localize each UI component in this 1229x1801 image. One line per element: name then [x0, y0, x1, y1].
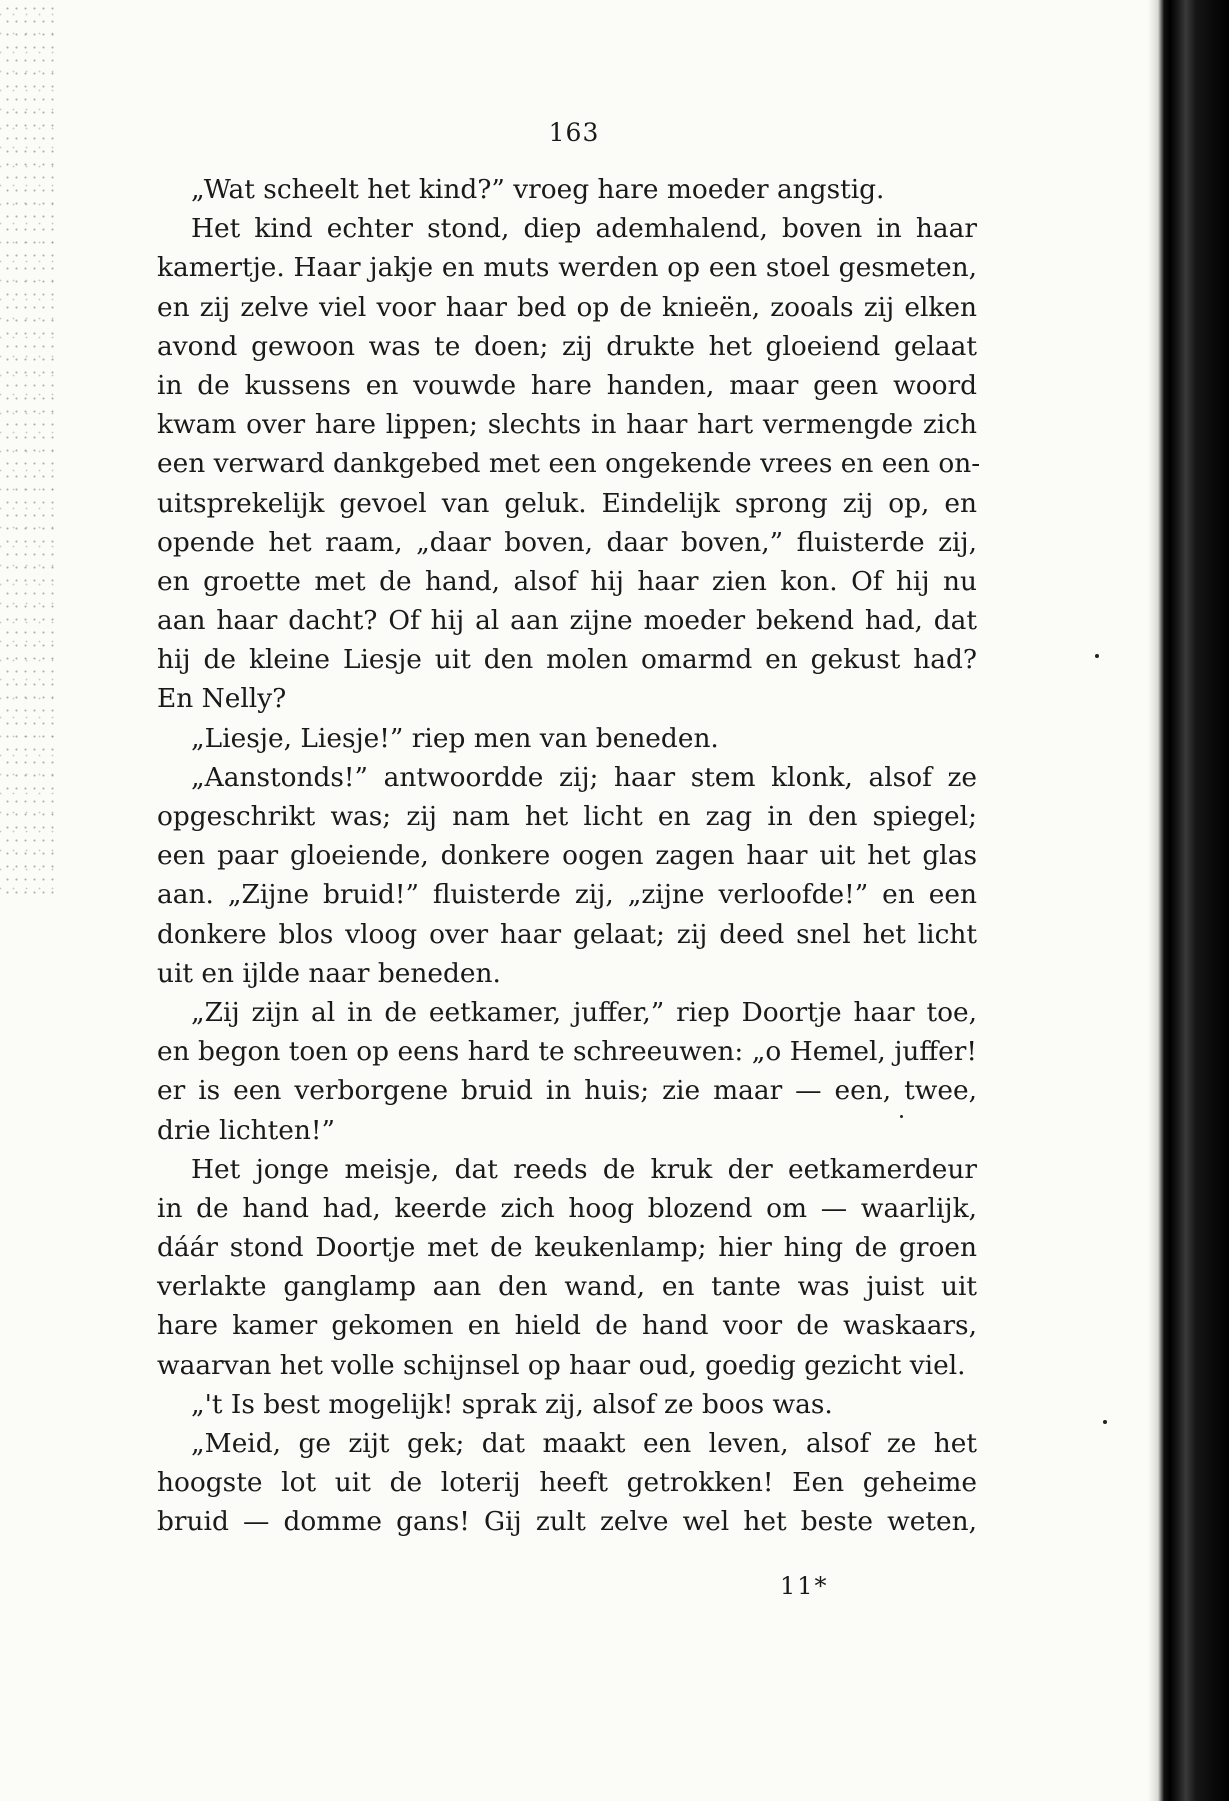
- ink-speck: [1095, 654, 1099, 658]
- text-line: aan. „Zijne bruid!” fluisterde zij, „zijne verloofde!” en een: [157, 879, 977, 911]
- text-line: „Meid, ge zijt gek; dat maakt een leven, alsof ze het: [191, 1428, 977, 1459]
- text-line: verlakte ganglamp aan den wand, en tante was juist uit: [157, 1271, 977, 1303]
- ink-speck: [1103, 1420, 1107, 1424]
- text-line: drie lichten!”: [157, 1114, 335, 1146]
- text-line: uitsprekelijk gevoel van geluk. Eindelijk sprong zij op, en: [157, 487, 977, 519]
- text-line: bruid — domme gans! Gij zult zelve wel het beste weten,: [157, 1506, 977, 1538]
- text-line: „Aanstonds!” antwoordde zij; haar stem klonk, alsof ze: [191, 761, 977, 793]
- text-line: kwam over hare lippen; slechts in haar hart vermengde zich: [157, 409, 977, 441]
- text-line: en groette met de hand, alsof hij haar zien kon. Of hij nu: [157, 565, 977, 597]
- signature-mark: 11*: [780, 1572, 829, 1600]
- text-line: hij de kleine Liesje uit den molen omarmd en gekust had?: [157, 644, 977, 676]
- text-line: Het jonge meisje, dat reeds de kruk der eetkamerdeur: [191, 1153, 977, 1185]
- text-line: er is een verborgene bruid in huis; zie maar — een, twee,: [157, 1075, 977, 1107]
- page-number: 163: [548, 118, 600, 147]
- text-line: „Wat scheelt het kind?” vroeg hare moeder angstig.: [191, 174, 885, 205]
- text-line: „'t Is best mogelijk! sprak zij, alsof ze boos was.: [191, 1388, 833, 1420]
- text-line: en begon toen op eens hard te schreeuwen: „o Hemel, juffer!: [157, 1036, 977, 1068]
- text-line: een paar gloeiende, donkere oogen zagen haar uit het glas: [157, 840, 977, 872]
- text-line: Het kind echter stond, diep ademhalend, boven in haar: [191, 213, 977, 245]
- text-line: een verward dankgebed met een ongekende vrees en een on-: [157, 448, 981, 480]
- text-line: „Zij zijn al in de eetkamer, juffer,” riep Doortje haar toe,: [191, 996, 977, 1028]
- text-line: aan haar dacht? Of hij al aan zijne moeder bekend had, dat: [157, 605, 977, 637]
- text-line: hare kamer gekomen en hield de hand voor de waskaars,: [157, 1310, 977, 1342]
- text-line: En Nelly?: [157, 683, 287, 715]
- text-line: uit en ijlde naar beneden.: [157, 957, 501, 989]
- text-line: dáár stond Doortje met de keukenlamp; hier hing de groen: [157, 1232, 977, 1264]
- text-line: hoogste lot uit de loterij heeft getrokken! Een geheime: [157, 1467, 977, 1499]
- text-line: in de kussens en vouwde hare handen, maar geen woord: [157, 369, 977, 401]
- book-spine-shadow: [1148, 0, 1229, 1801]
- text-line: opende het raam, „daar boven, daar boven,” fluisterde zij,: [157, 526, 977, 558]
- text-line: waarvan het volle schijnsel op haar oud, goedig gezicht viel.: [157, 1349, 966, 1381]
- text-line: kamertje. Haar jakje en muts werden op een stoel gesmeten,: [157, 252, 977, 284]
- text-line: in de hand had, keerde zich hoog blozend om — waarlijk,: [157, 1192, 977, 1224]
- body-text: [157, 170, 981, 1542]
- text-line: donkere blos vloog over haar gelaat; zij deed snel het licht: [157, 918, 977, 950]
- text-line: avond gewoon was te doen; zij drukte het gloeiend gelaat: [157, 330, 977, 362]
- ink-speck: [900, 1115, 903, 1118]
- text-line: opgeschrikt was; zij nam het licht en zag in den spiegel;: [157, 801, 977, 832]
- text-line: „Liesje, Liesje!” riep men van beneden.: [191, 722, 719, 754]
- text-line: en zij zelve viel voor haar bed op de knieën, zooals zij elken: [157, 291, 977, 323]
